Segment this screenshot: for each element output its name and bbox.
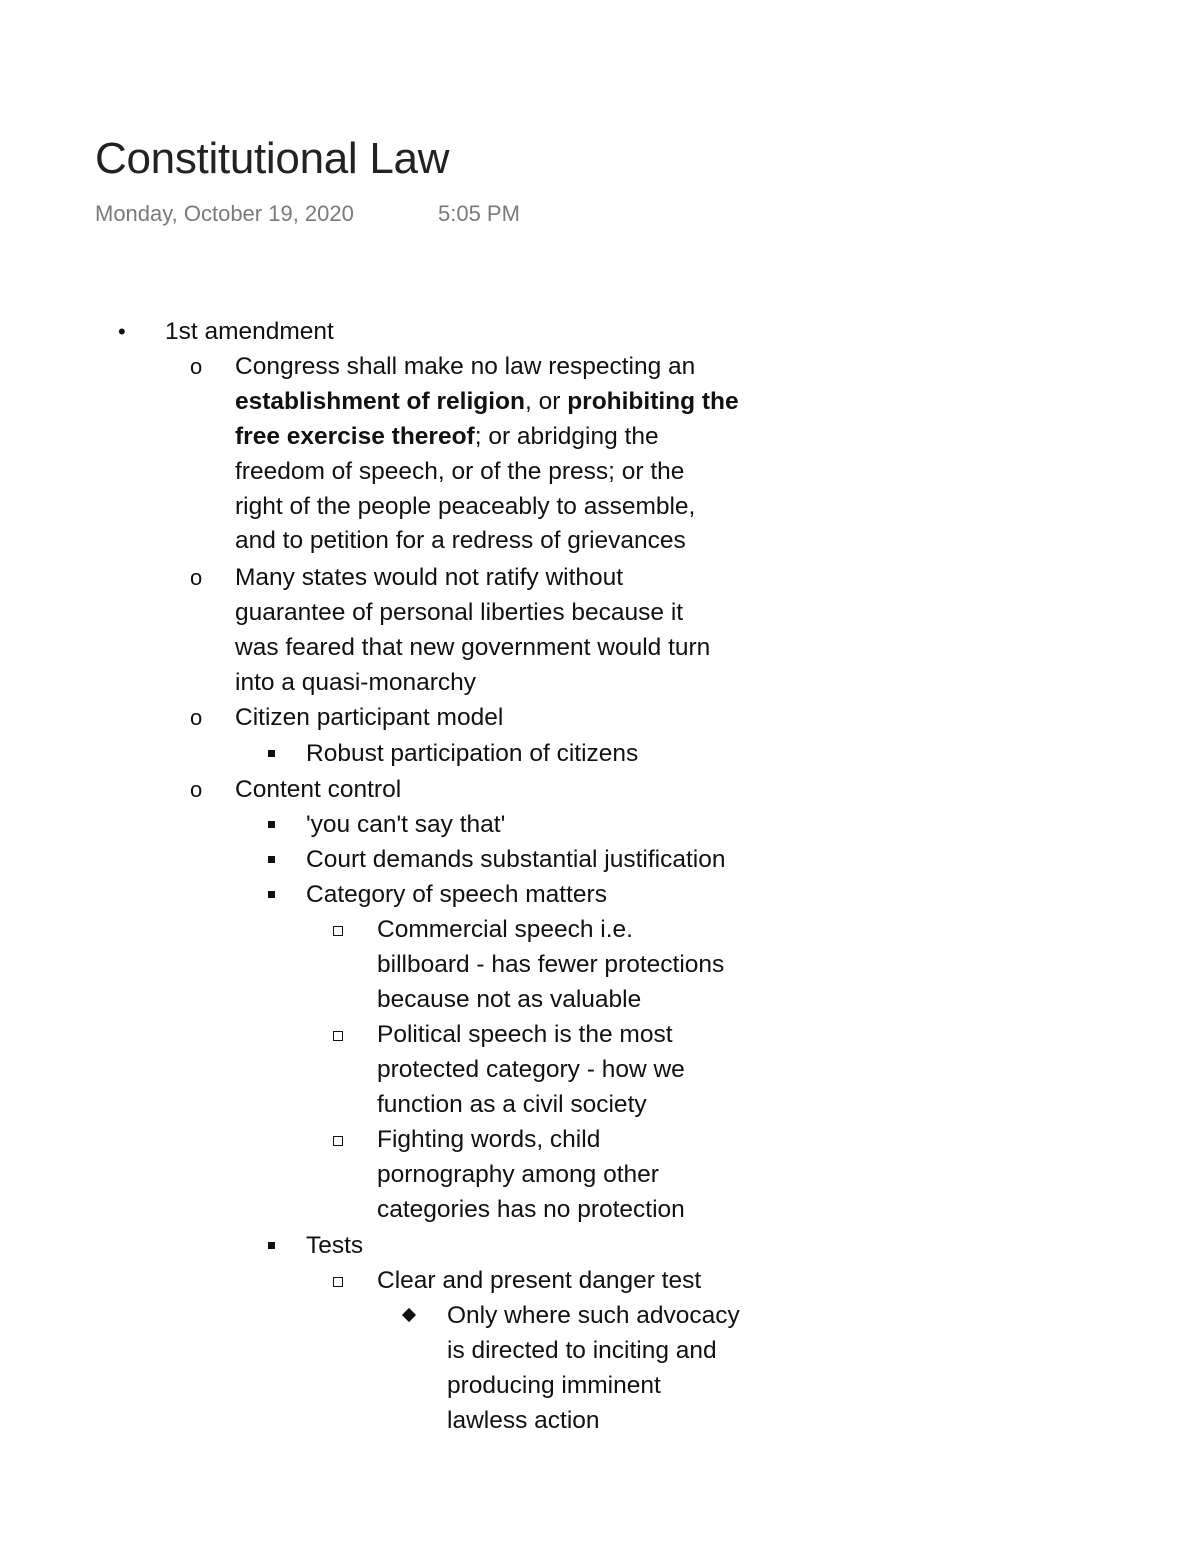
list-item-clear-present-danger: Clear and present danger test <box>377 1267 702 1294</box>
hollow-square-bullet-icon <box>333 1136 343 1146</box>
bold-prohibiting: prohibiting the <box>567 388 739 415</box>
congress-line-6: and to petition for a redress of grievances <box>235 527 686 554</box>
advocacy-line-2: is directed to inciting and <box>447 1337 717 1364</box>
bold-establishment: establishment of religion <box>235 388 525 415</box>
list-item-content-control: Content control <box>235 776 402 803</box>
list-item-robust-participation: Robust participation of citizens <box>306 740 639 767</box>
bold-free-exercise: free exercise thereof <box>235 423 475 450</box>
note-metadata <box>95 200 520 228</box>
political-line-3: function as a civil society <box>377 1091 647 1118</box>
note-date: Monday, October 19, 2020 <box>95 201 354 226</box>
congress-line-3 <box>235 419 659 454</box>
list-item-category-speech: Category of speech matters <box>306 881 607 908</box>
list-item-court-demands: Court demands substantial justification <box>306 846 726 873</box>
states-line-1: Many states would not ratify without <box>235 564 624 591</box>
political-line-1: Political speech is the most <box>377 1021 673 1048</box>
advocacy-line-4: lawless action <box>447 1407 600 1434</box>
square-bullet-icon <box>268 891 275 898</box>
note-time: 5:05 PM <box>438 201 520 226</box>
hollow-square-bullet-icon <box>333 1277 343 1287</box>
list-item-tests: Tests <box>306 1232 364 1259</box>
square-bullet-icon <box>268 856 275 863</box>
states-line-2: guarantee of personal liberties because it <box>235 599 684 626</box>
hollow-circle-bullet-icon: o <box>190 354 203 379</box>
fighting-line-2: pornography among other <box>377 1161 659 1188</box>
congress-or: , or <box>524 388 568 415</box>
hollow-circle-bullet-icon: o <box>190 565 203 590</box>
filled-circle-bullet-icon: • <box>118 319 126 344</box>
congress-line-2 <box>235 384 739 419</box>
states-line-4: into a quasi-monarchy <box>235 669 477 696</box>
page-title: Constitutional Law <box>95 134 450 183</box>
hollow-square-bullet-icon <box>333 926 343 936</box>
fighting-line-3: categories has no protection <box>377 1196 685 1223</box>
list-item-1st-amendment: 1st amendment <box>165 318 334 345</box>
commercial-line-1: Commercial speech i.e. <box>377 916 633 943</box>
diamond-bullet-icon <box>402 1308 416 1322</box>
advocacy-line-1: Only where such advocacy <box>447 1302 740 1329</box>
list-item-citizen-model: Citizen participant model <box>235 704 504 731</box>
advocacy-line-3: producing imminent <box>447 1372 661 1399</box>
states-line-3: was feared that new government would turn <box>235 634 711 661</box>
congress-line-5: right of the people peaceably to assemble, <box>235 493 696 520</box>
congress-line-1: Congress shall make no law respecting an <box>235 353 696 380</box>
commercial-line-3: because not as valuable <box>377 986 642 1013</box>
hollow-square-bullet-icon <box>333 1031 343 1041</box>
square-bullet-icon <box>268 821 275 828</box>
political-line-2: protected category - how we <box>377 1056 685 1083</box>
fighting-line-1: Fighting words, child <box>377 1126 601 1153</box>
commercial-line-2: billboard - has fewer protections <box>377 951 725 978</box>
congress-line-4: freedom of speech, or of the press; or the <box>235 458 685 485</box>
square-bullet-icon <box>268 1242 275 1249</box>
hollow-circle-bullet-icon: o <box>190 777 203 802</box>
square-bullet-icon <box>268 750 275 757</box>
hollow-circle-bullet-icon: o <box>190 705 203 730</box>
list-item-cant-say-that: 'you can't say that' <box>306 811 506 838</box>
congress-abridging: ; or abridging the <box>474 423 659 450</box>
